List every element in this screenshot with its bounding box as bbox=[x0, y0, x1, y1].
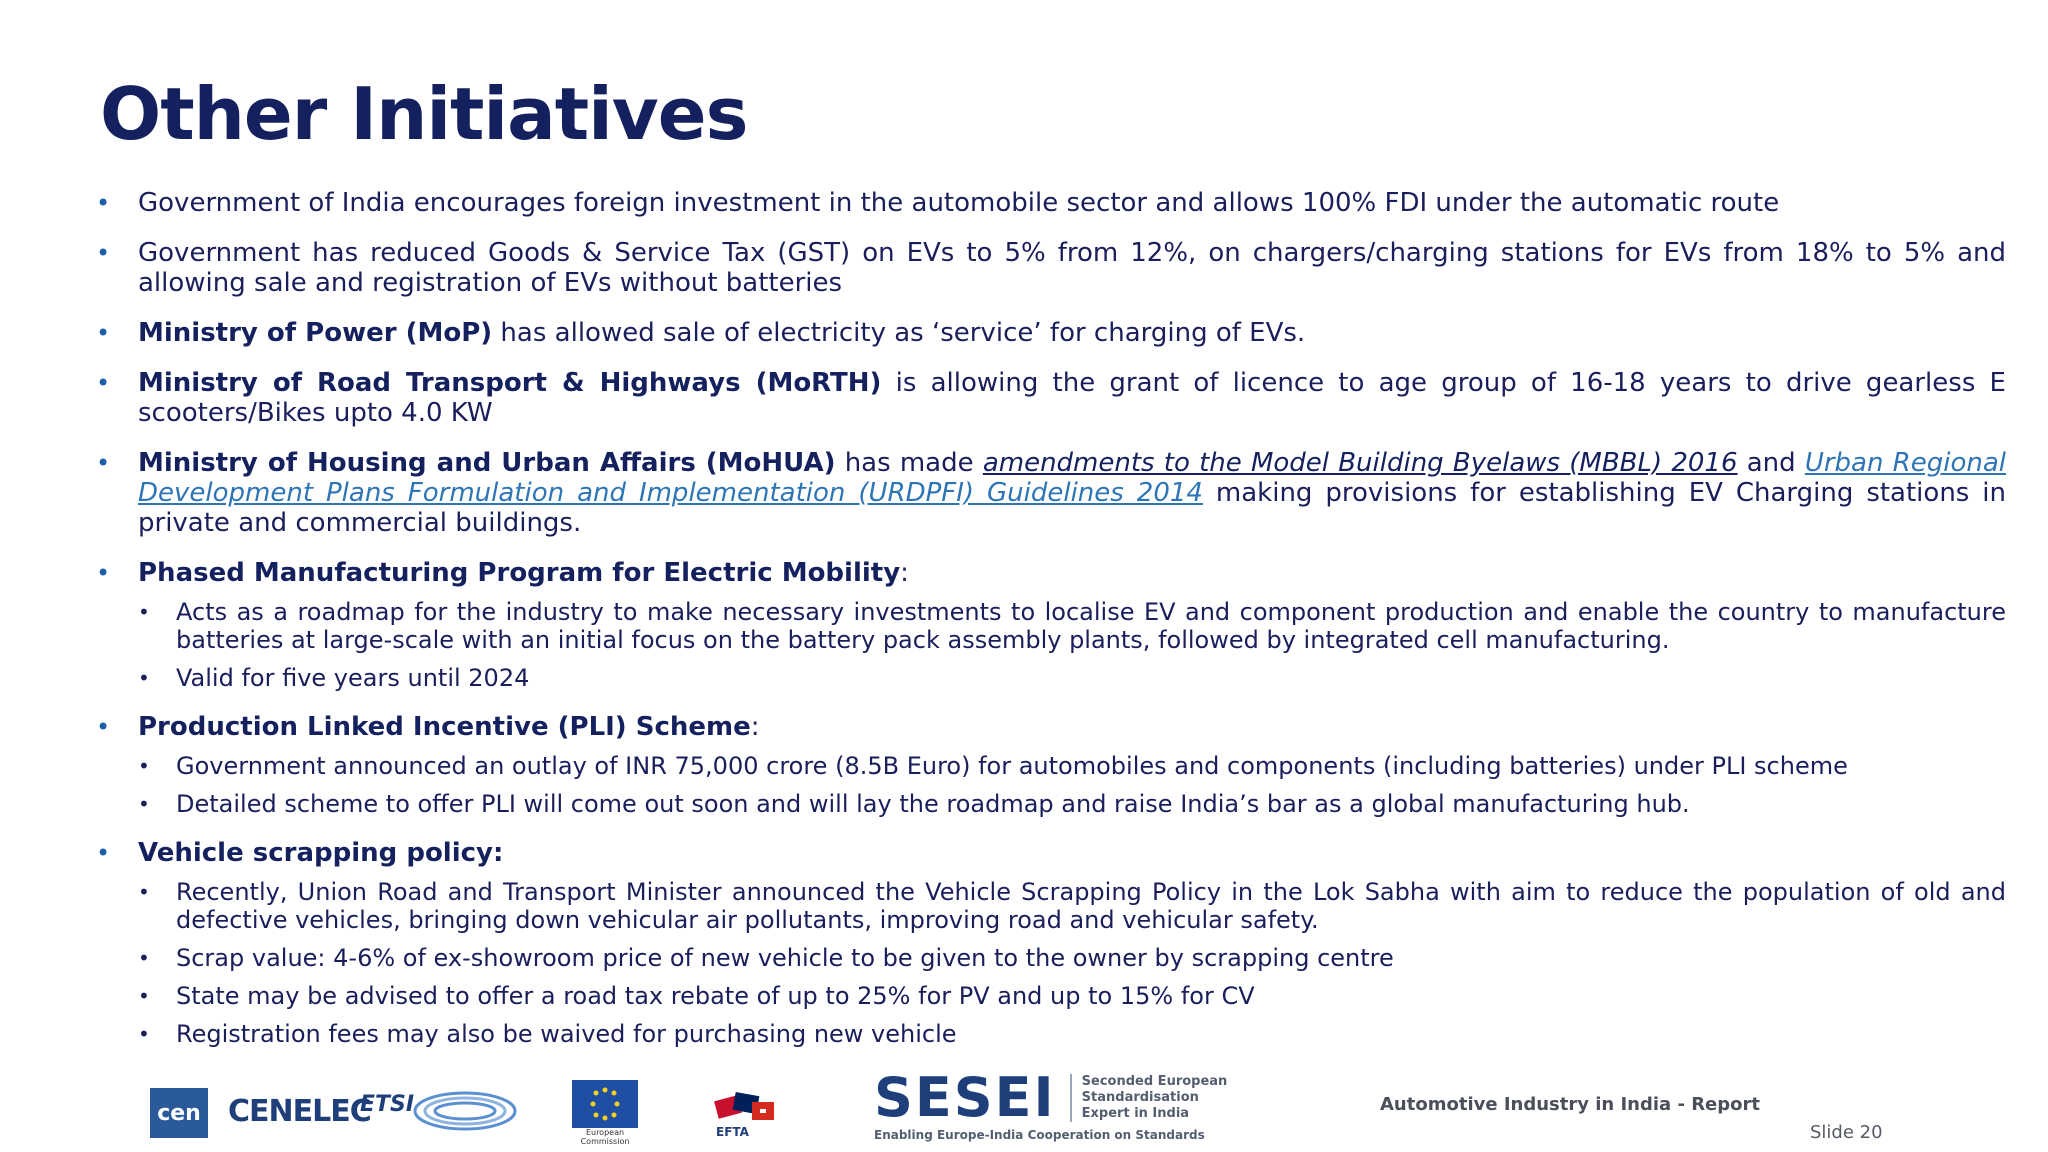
eu-caption bbox=[581, 1128, 630, 1146]
sub-bullet-list bbox=[138, 752, 2006, 818]
sesei-logo bbox=[874, 1066, 1228, 1142]
sesei-wordmark: SESEI bbox=[874, 1066, 1056, 1129]
cenelec-logo-text: CENELEC bbox=[228, 1094, 371, 1129]
report-title: Automotive Industry in India - Report bbox=[1380, 1094, 1760, 1115]
bullet-text: Government of India encourages foreign investment in the automobile sector and allows 100% FDI under the automatic route bbox=[138, 188, 1780, 218]
cen-logo-text: cen bbox=[157, 1100, 201, 1126]
eu-caption-line1: European bbox=[585, 1128, 625, 1137]
bullet-bold: Production Linked Incentive (PLI) Scheme bbox=[138, 712, 751, 742]
bullet-pli bbox=[96, 712, 2006, 818]
efta-logo-text: EFTA bbox=[716, 1125, 749, 1139]
sesei-subtitle-line: Seconded European bbox=[1081, 1074, 1228, 1089]
urdpfi-link[interactable]: Urban Regional Development Plans Formulation and Implementation (URDPFI) Guidelines 2014 bbox=[138, 448, 2006, 508]
etsi-logo bbox=[360, 1086, 520, 1136]
sub-bullet: • State may be advised to offer a road tax rebate of up to 25% for PV and up to 15% for CV bbox=[138, 982, 2006, 1010]
cen-logo bbox=[150, 1088, 208, 1138]
mbbl-link[interactable]: amendments to the Model Building Byelaws (MBBL) 2016 bbox=[982, 448, 1738, 478]
efta-logo bbox=[712, 1092, 782, 1140]
sesei-subtitle-line: Standardisation bbox=[1081, 1090, 1199, 1105]
slide-number: Slide 20 bbox=[1810, 1122, 1883, 1143]
bullet-text: has allowed sale of electricity as ‘service’ for charging of EVs. bbox=[492, 318, 1306, 348]
slide-content bbox=[96, 188, 2006, 1068]
bullet-bold: Ministry of Power (MoP) bbox=[138, 318, 493, 348]
sub-bullet: • Detailed scheme to offer PLI will come out soon and will lay the roadmap and raise India’s bar as a global manufacturing hub. bbox=[138, 790, 2006, 818]
bullet-scrapping bbox=[96, 838, 2006, 1048]
bullet-text: : bbox=[900, 558, 909, 588]
sub-bullet-list bbox=[138, 598, 2006, 692]
sub-bullet: • Acts as a roadmap for the industry to make necessary investments to localise EV and component production and enable the country to manufacture batteries at large-scale with an initial focus on the battery pack assembly plants, followed by integrated cell manufacturing. bbox=[138, 598, 2006, 654]
eu-caption-line2: Commission bbox=[580, 1137, 630, 1146]
bullet-gst bbox=[96, 238, 2006, 298]
sub-bullet-list bbox=[138, 878, 2006, 1048]
bullet-pmp bbox=[96, 558, 2006, 692]
sub-bullet: • Recently, Union Road and Transport Minister announced the Vehicle Scrapping Policy in the Lok Sabha with aim to reduce the population of old and defective vehicles, bringing down vehicular air pollutants, improving road and vehicular safety. bbox=[138, 878, 2006, 934]
cenelec-logo bbox=[228, 1094, 371, 1129]
sesei-tagline: Enabling Europe-India Cooperation on Standards bbox=[874, 1128, 1205, 1142]
bullet-text: is allowing the grant of licence to age group of 16-18 years to drive gearless E scooters/Bikes upto 4.0 KW bbox=[138, 368, 2006, 428]
sub-bullet: • Valid for five years until 2024 bbox=[138, 664, 2006, 692]
sesei-subtitle-line: Expert in India bbox=[1081, 1106, 1190, 1121]
bullet-mop bbox=[96, 318, 2006, 348]
bullet-text: making provisions for establishing EV Charging stations in private and commercial buildings. bbox=[138, 478, 2006, 538]
efta-flags-icon bbox=[712, 1092, 782, 1140]
sesei-subtitle bbox=[1070, 1074, 1228, 1122]
bullet-bold: Ministry of Housing and Urban Affairs (MoHUA) bbox=[138, 448, 836, 478]
etsi-logo-text: ETSI bbox=[360, 1092, 415, 1117]
footer bbox=[0, 1060, 2048, 1152]
bullet-mohua bbox=[96, 448, 2006, 538]
bullet-bold: Vehicle scrapping policy: bbox=[138, 838, 504, 868]
bullet-bold: Phased Manufacturing Program for Electric Mobility bbox=[138, 558, 901, 588]
bullet-bold: Ministry of Road Transport & Highways (MoRTH) bbox=[138, 368, 882, 398]
eu-flag-icon bbox=[572, 1080, 638, 1128]
bullet-list bbox=[96, 188, 2006, 1048]
european-commission-logo bbox=[540, 1076, 670, 1150]
slide-title: Other Initiatives bbox=[100, 72, 748, 156]
sesei-main bbox=[874, 1066, 1228, 1129]
bullet-text: : bbox=[750, 712, 760, 742]
bullet-fdi bbox=[96, 188, 2006, 218]
sub-bullet: • Government announced an outlay of INR 75,000 crore (8.5B Euro) for automobiles and components (including batteries) under PLI scheme bbox=[138, 752, 2006, 780]
bullet-text: and bbox=[1737, 448, 1805, 478]
bullet-text: has made bbox=[835, 448, 983, 478]
sub-bullet: • Registration fees may also be waived for purchasing new vehicle bbox=[138, 1020, 2006, 1048]
bullet-morth bbox=[96, 368, 2006, 428]
bullet-text: Government has reduced Goods & Service Tax (GST) on EVs to 5% from 12%, on chargers/charging stations for EVs from 18% to 5% and allowing sale and registration of EVs without batteries bbox=[138, 238, 2006, 298]
sub-bullet: • Scrap value: 4-6% of ex-showroom price of new vehicle to be given to the owner by scrapping centre bbox=[138, 944, 2006, 972]
